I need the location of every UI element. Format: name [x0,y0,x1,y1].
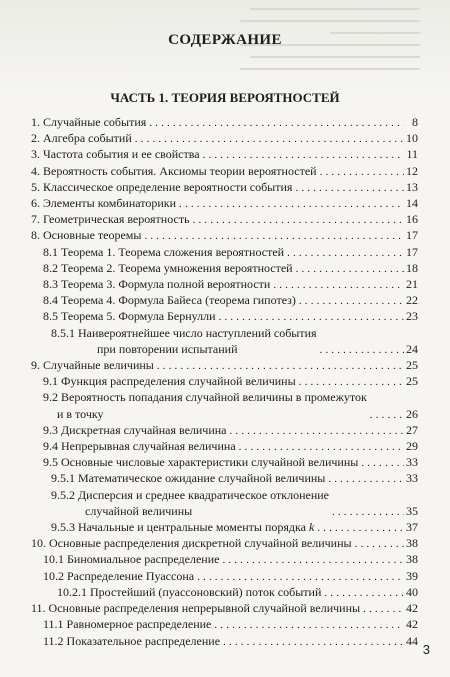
toc-entry: 2. Алгебра событий . . . 10 [31,130,418,146]
toc-entry: 9. Случайные величины . . . 25 [31,357,418,373]
toc-entry: 8.5.1 Наивероятнейшее число наступлений события при повторении испытаний . . . 24 [31,325,418,357]
toc-entry: 11.2 Показательное распределение . . . 44 [31,633,418,649]
toc-entry: 10.2 Распределение Пуассона . . . 39 [31,568,418,584]
toc-entry: 4. Вероятность события. Аксиомы теории вероятностей . . . 12 [31,163,418,179]
toc-entry: 8.4 Теорема 4. Формула Байеса (теорема гипотез) . . . 22 [31,292,418,308]
toc-entry: 1. Случайные события . . . 8 [31,114,418,130]
page-title: СОДЕРЖАНИЕ [168,32,282,48]
toc-entry: 10.2.1 Простейший (пуассоновский) поток событий . . . 40 [31,584,418,600]
toc-entry: 9.5.1 Математическое ожидание случайной величины . . . 33 [31,470,418,486]
toc-entry: 9.1 Функция распределения случайной величины . . . 25 [31,373,418,389]
toc-entry: 11.1 Равномерное распределение . . . 42 [31,616,418,632]
toc-entry: 8.2 Теорема 2. Теорема умножения вероятностей . . . 18 [31,260,418,276]
table-of-contents [31,114,418,649]
toc-entry: 8.5 Теорема 5. Формула Бернулли . . . 23 [31,308,418,324]
toc-entry: 8. Основные теоремы . . . 17 [31,227,418,243]
toc-entry: 9.5.2 Дисперсия и среднее квадратическое отклонение случайной величины . . . 35 [31,487,418,519]
toc-entry: 8.3 Теорема 3. Формула полной вероятности . . . 21 [31,276,418,292]
toc-entry: 9.3 Дискретная случайная величина . . . 27 [31,422,418,438]
toc-entry: 3. Частота события и ее свойства . . . 11 [31,146,418,162]
toc-entry: 9.5.3 Начальные и центральные моменты порядка k . . . 37 [31,519,418,535]
toc-entry: 9.4 Непрерывная случайная величина . . . 29 [31,438,418,454]
toc-entry: 8.1 Теорема 1. Теорема сложения вероятностей . . . 17 [31,244,418,260]
toc-entry: 10.1 Биномиальное распределение . . . 38 [31,551,418,567]
toc-entry: 5. Классическое определение вероятности события . . . 13 [31,179,418,195]
toc-entry: 11. Основные распределения непрерывной случайной величины . . . 42 [31,600,418,616]
toc-entry: 6. Элементы комбинаторики . . . 14 [31,195,418,211]
part-heading: ЧАСТЬ 1. ТЕОРИЯ ВЕРОЯТНОСТЕЙ [110,90,340,105]
page-number: 3 [422,642,430,657]
toc-entry: 9.5 Основные числовые характеристики случайной величины . . . 33 [31,454,418,470]
toc-entry: 7. Геометрическая вероятность . . . 16 [31,211,418,227]
toc-entry: 9.2 Вероятность попадания случайной величины в промежуток и в точку . . . 26 [31,389,418,421]
toc-entry: 10. Основные распределения дискретной случайной величины . . . 38 [31,535,418,551]
